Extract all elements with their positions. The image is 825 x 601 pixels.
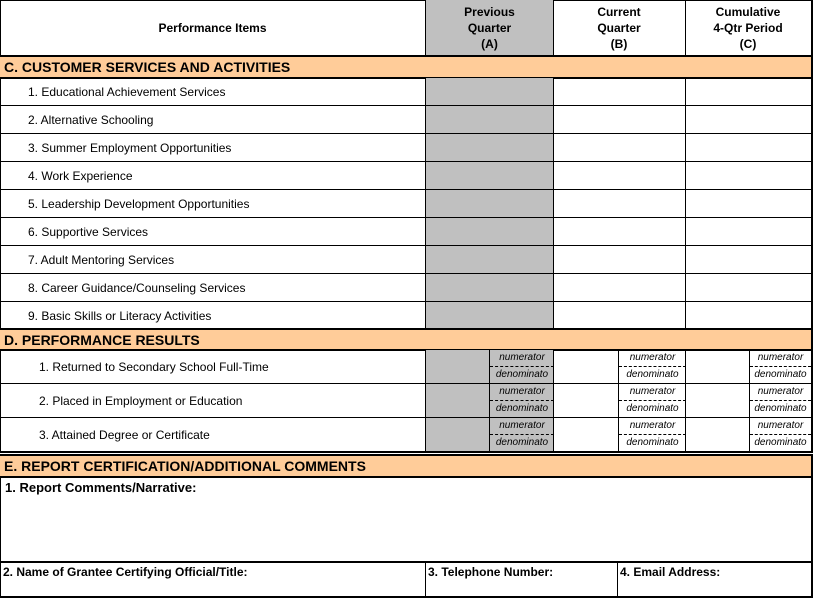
result-item-label: 3. Attained Degree or Certificate — [0, 418, 425, 453]
current-quarter-cell[interactable] — [553, 134, 686, 162]
current-value-cell[interactable] — [553, 350, 619, 384]
service-item-label: 5. Leadership Development Opportunities — [0, 190, 425, 218]
report-comments-field[interactable] — [0, 477, 813, 563]
numerator-field[interactable]: numerator — [490, 418, 554, 435]
result-item-label: 1. Returned to Secondary School Full-Time — [0, 350, 425, 384]
current-quarter-cell[interactable] — [553, 218, 686, 246]
header-previous-quarter: Previous Quarter (A) — [425, 0, 554, 56]
email-field[interactable] — [617, 563, 811, 596]
service-item-label: 9. Basic Skills or Literacy Activities — [0, 302, 425, 331]
cumulative-cell[interactable] — [685, 274, 813, 302]
numerator-field[interactable]: numerator — [619, 384, 686, 401]
cumulative-cell[interactable] — [685, 218, 813, 246]
denominator-field[interactable]: denominato — [495, 369, 549, 380]
current-value-cell[interactable] — [553, 384, 619, 418]
service-item-label: 6. Supportive Services — [0, 218, 425, 246]
email-label: 4. Email Address: — [620, 565, 721, 579]
cumulative-value-cell[interactable] — [685, 418, 750, 453]
cumulative-cell[interactable] — [685, 78, 813, 106]
header-current-quarter: Current Quarter (B) — [553, 0, 686, 56]
telephone-label: 3. Telephone Number: — [428, 565, 554, 579]
denominator-field[interactable]: denominato — [754, 437, 807, 448]
previous-quarter-cell — [425, 274, 554, 302]
cumulative-ratio-cell[interactable] — [749, 384, 813, 418]
numerator-field[interactable]: numerator — [619, 350, 686, 367]
result-item-label: 2. Placed in Employment or Education — [0, 384, 425, 418]
previous-quarter-cell — [425, 350, 490, 384]
previous-quarter-cell — [425, 246, 554, 274]
cumulative-cell[interactable] — [685, 162, 813, 190]
current-quarter-cell[interactable] — [553, 302, 686, 331]
current-quarter-cell[interactable] — [553, 106, 686, 134]
previous-quarter-cell — [425, 418, 490, 453]
previous-ratio-cell[interactable] — [489, 350, 554, 384]
service-item-label: 8. Career Guidance/Counseling Services — [0, 274, 425, 302]
numerator-field[interactable]: numerator — [750, 418, 811, 435]
previous-ratio-cell[interactable] — [489, 384, 554, 418]
telephone-field[interactable] — [425, 563, 618, 596]
certifying-official-field[interactable] — [0, 563, 425, 596]
numerator-field[interactable]: numerator — [750, 350, 811, 367]
denominator-field[interactable]: denominato — [754, 403, 807, 414]
cumulative-cell[interactable] — [685, 246, 813, 274]
current-ratio-cell[interactable] — [618, 418, 686, 453]
numerator-field[interactable]: numerator — [490, 350, 554, 367]
previous-quarter-cell — [425, 218, 554, 246]
service-item-label: 7. Adult Mentoring Services — [0, 246, 425, 274]
service-item-label: 4. Work Experience — [0, 162, 425, 190]
cumulative-cell[interactable] — [685, 106, 813, 134]
denominator-field[interactable]: denominato — [626, 369, 679, 380]
denominator-field[interactable]: denominato — [495, 403, 549, 414]
cumulative-ratio-cell[interactable] — [749, 350, 813, 384]
current-value-cell[interactable] — [553, 418, 619, 453]
header-cumulative: Cumulative 4-Qtr Period (C) — [713, 5, 783, 51]
service-item-label: 3. Summer Employment Opportunities — [0, 134, 425, 162]
header-performance-items: Performance Items — [158, 21, 267, 35]
cumulative-value-cell[interactable] — [685, 350, 750, 384]
denominator-field[interactable]: denominato — [495, 437, 549, 448]
current-quarter-cell[interactable] — [553, 190, 686, 218]
previous-quarter-cell — [425, 134, 554, 162]
numerator-field[interactable]: numerator — [619, 418, 686, 435]
numerator-field[interactable]: numerator — [490, 384, 554, 401]
previous-quarter-cell — [425, 190, 554, 218]
denominator-field[interactable]: denominato — [754, 369, 807, 380]
previous-quarter-cell — [425, 106, 554, 134]
cumulative-ratio-cell[interactable] — [749, 418, 813, 453]
current-quarter-cell[interactable] — [553, 246, 686, 274]
service-item-label: 2. Alternative Schooling — [0, 106, 425, 134]
numerator-field[interactable]: numerator — [750, 384, 811, 401]
cumulative-cell[interactable] — [685, 190, 813, 218]
previous-quarter-cell — [425, 78, 554, 106]
previous-quarter-cell — [425, 162, 554, 190]
current-quarter-cell[interactable] — [553, 78, 686, 106]
section-d-header: D. PERFORMANCE RESULTS — [0, 328, 813, 351]
current-quarter-cell[interactable] — [553, 162, 686, 190]
previous-quarter-cell — [425, 384, 490, 418]
cumulative-cell[interactable] — [685, 302, 813, 331]
current-ratio-cell[interactable] — [618, 350, 686, 384]
denominator-field[interactable]: denominato — [626, 403, 679, 414]
previous-quarter-cell — [425, 302, 554, 331]
current-ratio-cell[interactable] — [618, 384, 686, 418]
section-e-header: E. REPORT CERTIFICATION/ADDITIONAL COMMENTS — [0, 454, 813, 478]
denominator-field[interactable]: denominato — [626, 437, 679, 448]
service-item-label: 1. Educational Achievement Services — [0, 78, 425, 106]
section-c-header: C. CUSTOMER SERVICES AND ACTIVITIES — [0, 55, 813, 79]
cumulative-value-cell[interactable] — [685, 384, 750, 418]
report-comments-label: 1. Report Comments/Narrative: — [5, 480, 197, 495]
certifying-official-label: 2. Name of Grantee Certifying Official/Title: — [3, 565, 248, 579]
current-quarter-cell[interactable] — [553, 274, 686, 302]
previous-ratio-cell[interactable] — [489, 418, 554, 453]
cumulative-cell[interactable] — [685, 134, 813, 162]
